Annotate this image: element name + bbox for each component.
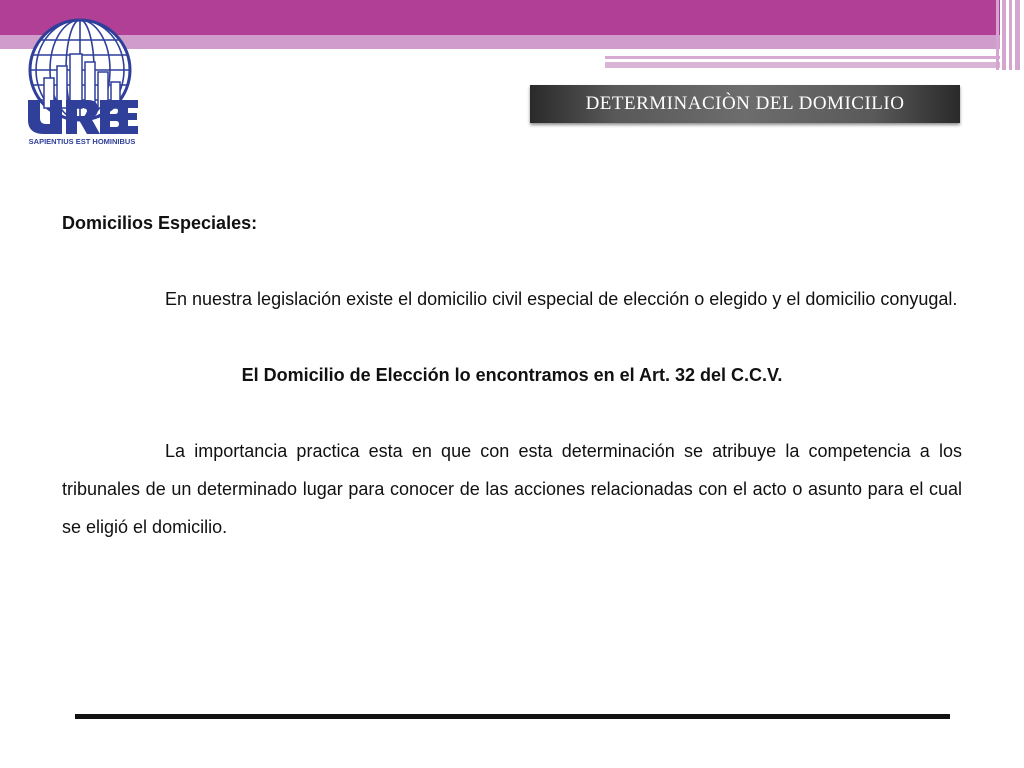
- bottom-divider: [75, 714, 950, 719]
- header-white-gap: [825, 60, 945, 62]
- header-thin-stripe-lower: [605, 62, 1000, 68]
- paragraph-legislation: En nuestra legislación existe el domicilio civil especial de elección o elegido y el domicilio conyugal.: [165, 289, 958, 309]
- globe-with-buildings-icon: [22, 18, 140, 150]
- logo-motto: SAPIENTIUS EST HOMINIBUS: [28, 137, 136, 146]
- header-vertical-stripes: [994, 0, 1024, 70]
- slide-content: [62, 204, 962, 546]
- highlight-article: El Domicilio de Elección lo encontramos en el Art. 32 del C.C.V.: [241, 365, 783, 385]
- header-band-light: [0, 35, 1000, 49]
- subheading: Domicilios Especiales:: [62, 213, 258, 233]
- slide-title-box: [530, 85, 960, 123]
- paragraph-importance: La importancia practica esta en que con esta determinación se atribuye la competencia a los tribunales de un determinado lugar para conocer de las acciones relacionadas con el acto o asunto para el cual se eligió el domicilio.: [62, 441, 962, 537]
- header-thin-stripe: [605, 56, 1000, 59]
- slide-title: DETERMINACIÒN DEL DOMICILIO: [585, 93, 905, 114]
- header-band: [0, 0, 1000, 35]
- urbe-logo: [22, 18, 140, 150]
